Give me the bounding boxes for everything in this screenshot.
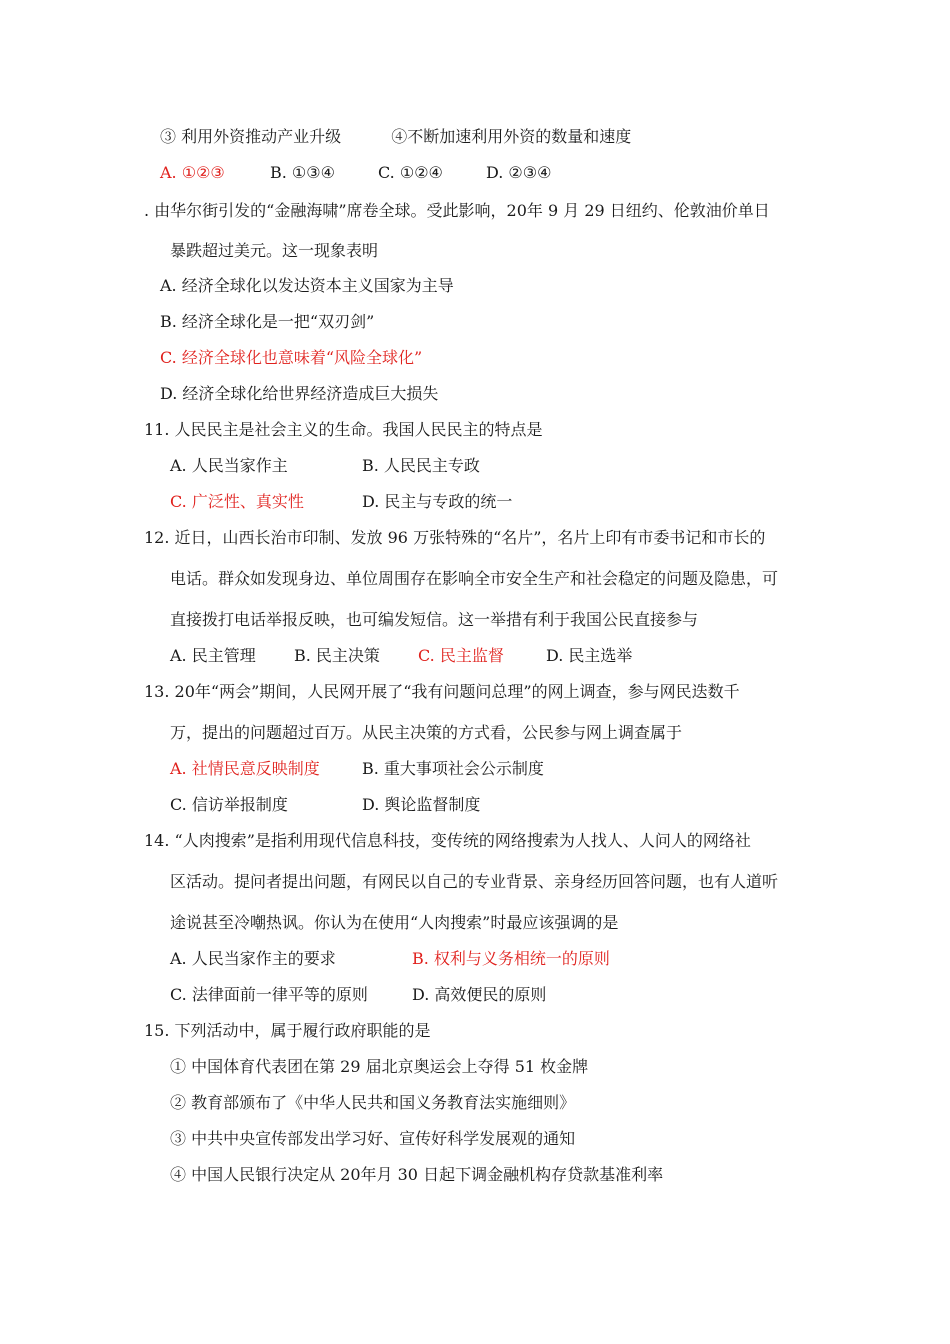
option-d: D. ②③④ (486, 163, 552, 182)
option-d: D. 民主选举 (546, 646, 633, 665)
question-stem: 14. “人肉搜索”是指利用现代信息科技，变传统的网络搜索为人找人、人问人的网络社 (144, 831, 751, 850)
option-a: A. 经济全球化以发达资本主义国家为主导 (160, 276, 454, 295)
question-stem: 12. 近日，山西长治市印制、发放 96 万张特殊的“名片”，名片上印有市委书记和市长的 (144, 528, 766, 547)
option-b: B. 民主决策 (294, 646, 380, 665)
question-stem-cont: 万，提出的问题超过百万。从民主决策的方式看，公民参与网上调查属于 (170, 723, 683, 742)
question-stem-cont: 途说甚至冷嘲热讽。你认为在使用“人肉搜索”时最应该强调的是 (170, 913, 619, 932)
question-stem-cont: 区活动。提问者提出问题，有网民以自己的专业背景、亲身经历回答问题，也有人道听 (170, 872, 779, 891)
question-stem: . 由华尔街引发的“金融海啸”席卷全球。受此影响，20年 9 月 29 日纽约、伦敦油价单日 (144, 201, 770, 220)
option-a-answer: A. 社情民意反映制度 (170, 759, 320, 778)
question-stem: 13. 20年“两会”期间，人民网开展了“我有问题问总理”的网上调查，参与网民迭数千 (144, 682, 740, 701)
question-stem-cont: 电话。群众如发现身边、单位周围存在影响全市安全生产和社会稳定的问题及隐患，可 (170, 569, 779, 588)
option-b: B. 人民民主专政 (362, 456, 480, 475)
option-a: A. 民主管理 (170, 646, 256, 665)
question-stem-cont: 直接拨打电话举报反映，也可编发短信。这一举措有利于我国公民直接参与 (170, 610, 699, 629)
option-a: A. 人民当家作主 (170, 456, 288, 475)
option-d: D. 民主与专政的统一 (362, 492, 513, 511)
option-c: C. ①②④ (378, 163, 443, 182)
option-d: D. 高效便民的原则 (412, 985, 547, 1004)
question-item: ① 中国体育代表团在第 29 届北京奥运会上夺得 51 枚金牌 (170, 1057, 589, 1076)
option-b: B. ①③④ (270, 163, 335, 182)
item-3: ③ 利用外资推动产业升级 (160, 127, 342, 146)
option-c: C. 信访举报制度 (170, 795, 288, 814)
option-b: B. 重大事项社会公示制度 (362, 759, 544, 778)
item-4: ④不断加速利用外资的数量和速度 (391, 127, 632, 146)
option-c-answer: C. 广泛性、真实性 (170, 492, 304, 511)
option-b: B. 经济全球化是一把“双刃剑” (160, 312, 375, 331)
question-item: ④ 中国人民银行决定从 20年月 30 日起下调金融机构存贷款基准利率 (170, 1165, 664, 1184)
option-a: A. 人民当家作主的要求 (170, 949, 336, 968)
question-stem: 15. 下列活动中，属于履行政府职能的是 (144, 1021, 431, 1040)
question-stem-cont: 暴跌超过美元。这一现象表明 (170, 241, 379, 260)
question-stem: 11. 人民民主是社会主义的生命。我国人民民主的特点是 (144, 420, 543, 439)
question-item (160, 126, 631, 148)
option-a-answer: A. ①②③ (160, 163, 225, 182)
option-c-answer: C. 经济全球化也意味着“风险全球化” (160, 348, 423, 367)
option-b-answer: B. 权利与义务相统一的原则 (412, 949, 610, 968)
option-d: D. 经济全球化给世界经济造成巨大损失 (160, 384, 439, 403)
option-c-answer: C. 民主监督 (418, 646, 504, 665)
question-item: ② 教育部颁布了《中华人民共和国义务教育法实施细则》 (170, 1093, 576, 1112)
option-d: D. 舆论监督制度 (362, 795, 481, 814)
question-item: ③ 中共中央宣传部发出学习好、宣传好科学发展观的通知 (170, 1129, 576, 1148)
option-c: C. 法律面前一律平等的原则 (170, 985, 368, 1004)
